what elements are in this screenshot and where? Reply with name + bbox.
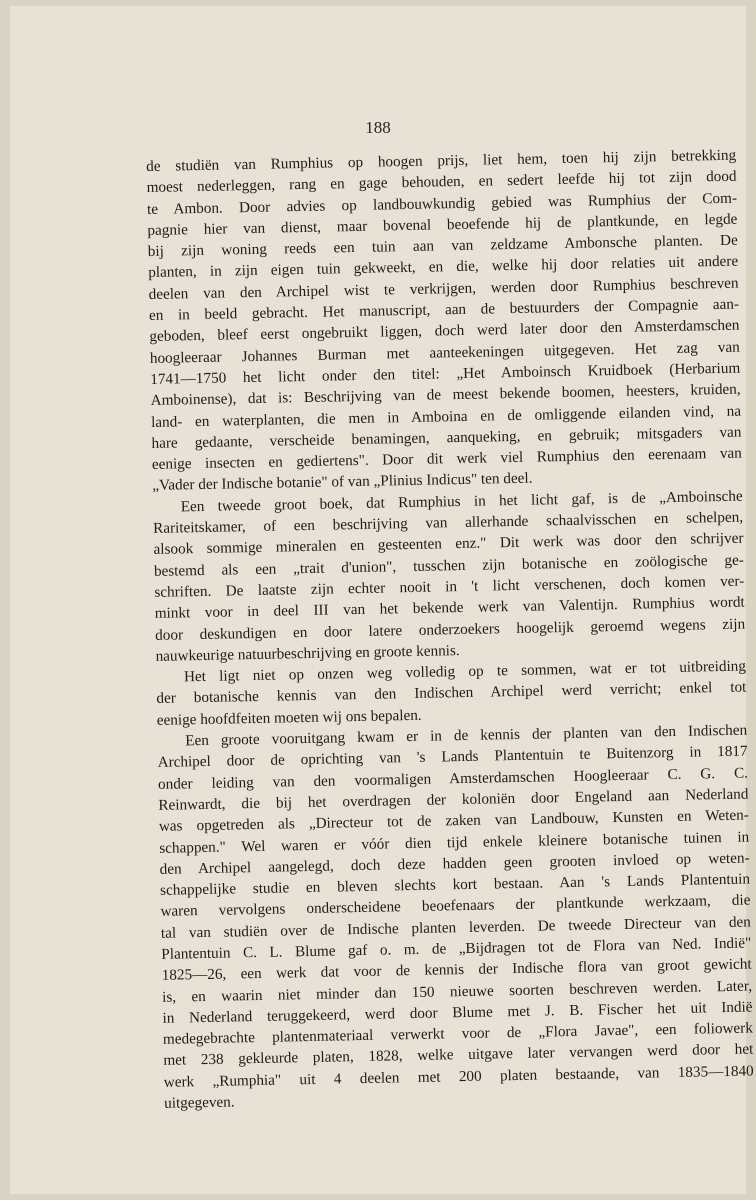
text-line: werk „Rumphia" uit 4 deelen met 200 platen bestaande, van 1835—1840 xyxy=(163,1062,754,1091)
text-line: in Nederland teruggekeerd, werd door Blume met J. B. Fischer het uit Indië xyxy=(162,998,753,1027)
text-line: eenige hoofdfeiten moeten wij ons bepalen. xyxy=(156,706,422,729)
text-line: bij zijn woning reeds een tuin aan van zeldzame Ambonsche planten. De xyxy=(147,231,738,261)
text-line: Het ligt niet op onzen weg volledig op te sommen, wat er tot uitbreiding xyxy=(183,657,747,686)
paragraph-3 xyxy=(156,656,747,731)
text-line: Archipel door de oprichting van 's Lands Plantentuin te Buitenzorg in 1817 xyxy=(157,742,748,772)
text-line: den Archipel aangelegd, doch deze hadden geen grooten invloed op weten- xyxy=(159,849,750,878)
text-line: eenige insecten en gediertens". Door dit werk viel Rumphius den eerenaam van xyxy=(151,444,742,474)
text-line: „Vader der Indische botanie" of van „Plinius Indicus" ten deel. xyxy=(152,470,533,495)
text-line: schappen." Wel waren er vóór dien tijd enkele kleinere botanische tuinen in xyxy=(159,828,750,857)
page-number: 188 xyxy=(365,118,391,137)
text-line: was opgetreden als „Directeur tot de zaken van Landbouw, Kunsten en Weten- xyxy=(158,806,749,836)
text-line: 1741—1750 het licht onder den titel: „Het Amboinsch Kruidboek (Herbarium xyxy=(150,359,741,388)
text-line: medegebrachte plantenmateriaal verwerkt voor de „Flora Javae", een foliowerk xyxy=(162,1019,754,1049)
text-line: Amboinense), dat is: Beschrijving van de meest bekende boomen, heesters, kruiden, xyxy=(150,380,741,410)
text-line: Plantentuin C. L. Blume gaf o. m. de „Bijdragen tot de Flora van Ned. Indië" xyxy=(161,934,752,963)
text-line: is, en waarin niet minder dan 150 nieuwe soorten beschreven werden. Later, xyxy=(161,977,753,1006)
text-line: schriften. De laatste zijn echter nooit in 't licht verschenen, doch komen ver- xyxy=(154,572,745,601)
text-line: planten, in zijn eigen tuin gekweekt, en die, welke hij door relaties uit andere xyxy=(148,253,739,282)
text-line: pagnie hier van dienst, maar bovenal beoefende hij de plantkunde, en legde xyxy=(147,210,738,239)
paragraph-1 xyxy=(146,145,742,497)
text-line: Rariteitskamer, of een beschrijving van allerhande schaalvisschen en schelpen, xyxy=(152,508,744,537)
book-page xyxy=(10,6,754,1194)
text-line: bestemd als een „trait d'union", tusschen zijn botanische en zoölogische ge- xyxy=(153,551,745,580)
text-line: met 238 gekleurde platen, 1828, welke uitgave later vervangen werd door het xyxy=(163,1040,754,1070)
text-line: schappelijke studie en bleven slechts kort bestaan. Aan 's Lands Plantentuin xyxy=(159,870,751,899)
text-line: door deskundigen en door latere onderzoekers hoogelijk geroemd wegens zijn xyxy=(155,615,746,644)
text-line: de studiën van Rumphius op hoogen prijs, liet hem, toen hij zijn betrekking xyxy=(146,146,737,175)
text-line: tal van studiën over de Indische planten leverden. De tweede Directeur van den xyxy=(160,913,751,942)
paragraph-2 xyxy=(153,485,746,667)
body-text xyxy=(146,145,754,1115)
text-line: moest nederleggen, rang en gage behouden, en sedert leefde hij tot zijn dood xyxy=(146,167,737,197)
text-line: nauwkeurige natuurbeschrijving en groote kennis. xyxy=(155,641,460,665)
text-line: Reinwardt, die bij het overdragen der koloniën door Engeland aan Nederland xyxy=(158,785,749,814)
paragraph-4 xyxy=(157,720,754,1115)
text-line: uitgegeven. xyxy=(164,1093,235,1112)
text-line: minkt voor in deel III van het bekende werk van Valentijn. Rumphius wordt xyxy=(154,593,745,623)
text-line: land- en waterplanten, die men in Amboina en de omliggende eilanden vind, na xyxy=(150,402,742,431)
text-line: der botanische kennis van den Indischen Archipel werd verricht; enkel tot xyxy=(156,678,747,708)
text-line: en in beeld gebracht. Het manuscript, aan de bestuurders der Compagnie aan- xyxy=(148,295,740,325)
text-line: onder leiding van den voormaligen Amsterdamschen Hoogleeraar C. G. C. xyxy=(157,764,749,793)
text-line: deelen van den Archipel wist te verkrijgen, werden door Rumphius beschreven xyxy=(148,274,739,303)
text-line: waren vervolgens onderscheidene beoefenaars der plantkunde werkzaam, die xyxy=(160,891,751,921)
text-line: te Ambon. Door advies op landbouwkundig gebied was Rumphius der Com- xyxy=(146,189,738,218)
text-line: Een tweede groot boek, dat Rumphius in het licht gaf, is de „Amboinsche xyxy=(180,487,743,516)
text-line: 1825—26, een werk dat voor de kennis der Indische flora van groot gewicht xyxy=(161,955,752,985)
text-line: geboden, bleef eerst ongebruikt liggen, doch werd later door den Amsterdamschen xyxy=(149,317,740,346)
text-line: hare gedaante, verscheide benamingen, aanqueking, en gebruik; mitsgaders van xyxy=(151,423,742,452)
text-line: hoogleeraar Johannes Burman met aanteekeningen uitgegeven. Het zag van xyxy=(149,338,740,367)
text-line: Een groote vooruitgang kwam er in de kennis der planten van den Indischen xyxy=(185,721,748,750)
text-line: alsook sommige mineralen en gesteenten enz." Dit werk was door den schrijver xyxy=(153,529,744,559)
